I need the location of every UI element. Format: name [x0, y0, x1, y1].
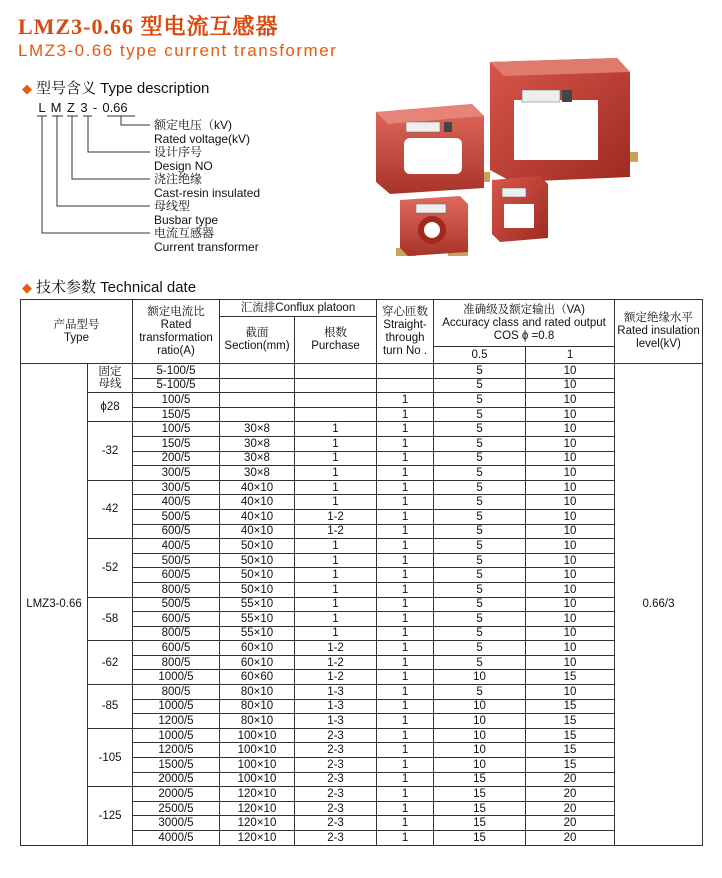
acc05-cell: 10 [434, 758, 526, 773]
ratio-cell: 500/5 [133, 597, 220, 612]
acc05-cell: 5 [434, 407, 526, 422]
section-cell: 80×10 [220, 699, 295, 714]
desc-design-no: 设计序号 Design NO [154, 145, 213, 173]
purchase-cell: 1-2 [295, 524, 377, 539]
purchase-cell: 1 [295, 568, 377, 583]
section-cell: 80×10 [220, 714, 295, 729]
header-insulation: 额定绝缘水平 Rated insulation level(kV) [615, 300, 703, 364]
header-purchase: 根数 Purchase [295, 317, 377, 364]
purchase-cell [295, 407, 377, 422]
section-cell: 40×10 [220, 524, 295, 539]
acc1-cell: 10 [526, 495, 615, 510]
group-label: 固定母线 [88, 364, 133, 393]
section-cell: 60×60 [220, 670, 295, 685]
purchase-cell: 2-3 [295, 787, 377, 802]
purchase-cell: 1 [295, 553, 377, 568]
acc05-cell: 5 [434, 626, 526, 641]
acc1-cell: 10 [526, 553, 615, 568]
purchase-cell: 1 [295, 597, 377, 612]
turn-cell: 1 [377, 466, 434, 481]
desc-cast-resin: 浇注绝缘 Cast-resin insulated [154, 172, 261, 200]
section-cell: 30×8 [220, 466, 295, 481]
purchase-cell: 1-2 [295, 641, 377, 656]
group-label: -58 [88, 597, 133, 641]
acc05-cell: 10 [434, 743, 526, 758]
section-cell: 40×10 [220, 509, 295, 524]
model-cell: LMZ3-0.66 [21, 364, 88, 846]
section-cell: 50×10 [220, 553, 295, 568]
turn-cell: 1 [377, 393, 434, 408]
table-row [21, 422, 703, 437]
type-description-heading: ◆ 型号含义 Type description [22, 80, 210, 97]
section-cell: 30×8 [220, 422, 295, 437]
ratio-cell: 2500/5 [133, 801, 220, 816]
header-accuracy: 准确级及额定输出（VA) Accuracy class and rated output COS ϕ =0.8 [434, 300, 615, 347]
section-cell: 55×10 [220, 597, 295, 612]
acc1-cell: 20 [526, 801, 615, 816]
turn-cell: 1 [377, 801, 434, 816]
purchase-cell: 2-3 [295, 743, 377, 758]
turn-cell: 1 [377, 816, 434, 831]
acc05-cell: 5 [434, 364, 526, 379]
acc05-cell: 15 [434, 787, 526, 802]
group-label: -52 [88, 539, 133, 597]
desc-busbar-type: 母线型 Busbar type [154, 199, 219, 227]
header-acc-05: 0.5 [434, 347, 526, 364]
acc05-cell: 5 [434, 393, 526, 408]
acc05-cell: 5 [434, 451, 526, 466]
turn-cell: 1 [377, 758, 434, 773]
acc1-cell: 10 [526, 655, 615, 670]
acc05-cell: 5 [434, 582, 526, 597]
header-ratio: 额定电流比 Rated transformation ratio(A) [133, 300, 220, 364]
turn-cell [377, 364, 434, 379]
page-title: LMZ3-0.66 型电流互感器 [18, 14, 279, 39]
acc05-cell: 5 [434, 480, 526, 495]
ratio-cell: 1000/5 [133, 699, 220, 714]
ratio-cell: 2000/5 [133, 787, 220, 802]
turn-cell: 1 [377, 641, 434, 656]
header-section: 截面 Section(mm) [220, 317, 295, 364]
purchase-cell: 1 [295, 582, 377, 597]
group-label: -105 [88, 728, 133, 786]
purchase-cell: 1 [295, 451, 377, 466]
acc1-cell: 10 [526, 524, 615, 539]
purchase-cell: 1 [295, 480, 377, 495]
section-cell: 120×10 [220, 801, 295, 816]
acc1-cell: 10 [526, 407, 615, 422]
purchase-cell: 1-2 [295, 509, 377, 524]
section-cell: 50×10 [220, 582, 295, 597]
turn-cell: 1 [377, 699, 434, 714]
acc1-cell: 10 [526, 466, 615, 481]
group-label: -125 [88, 787, 133, 845]
ratio-cell: 500/5 [133, 553, 220, 568]
purchase-cell: 2-3 [295, 728, 377, 743]
acc1-cell: 10 [526, 451, 615, 466]
ratio-cell: 5-100/5 [133, 378, 220, 393]
ratio-cell: 400/5 [133, 539, 220, 554]
table-row [21, 539, 703, 554]
table-row [21, 641, 703, 656]
acc05-cell: 5 [434, 495, 526, 510]
table-row [21, 597, 703, 612]
acc1-cell: 10 [526, 422, 615, 437]
section-cell [220, 364, 295, 379]
turn-cell: 1 [377, 568, 434, 583]
code-char-z: Z [67, 100, 75, 115]
acc05-cell: 10 [434, 699, 526, 714]
acc05-cell: 10 [434, 670, 526, 685]
section-cell: 60×10 [220, 641, 295, 656]
turn-cell: 1 [377, 539, 434, 554]
section-cell: 50×10 [220, 568, 295, 583]
section-cell [220, 378, 295, 393]
ratio-cell: 500/5 [133, 509, 220, 524]
turn-cell: 1 [377, 495, 434, 510]
acc1-cell: 20 [526, 816, 615, 831]
acc05-cell: 15 [434, 772, 526, 787]
section-cell: 55×10 [220, 612, 295, 627]
turn-cell: 1 [377, 582, 434, 597]
acc05-cell: 10 [434, 728, 526, 743]
spec-table-body [21, 364, 703, 846]
turn-cell: 1 [377, 422, 434, 437]
ratio-cell: 300/5 [133, 480, 220, 495]
purchase-cell: 1 [295, 612, 377, 627]
acc05-cell: 5 [434, 436, 526, 451]
acc1-cell: 15 [526, 670, 615, 685]
acc1-cell: 10 [526, 612, 615, 627]
header-type: 产品型号 Type [21, 300, 133, 364]
section-cell: 100×10 [220, 772, 295, 787]
ratio-cell: 3000/5 [133, 816, 220, 831]
acc1-cell: 10 [526, 626, 615, 641]
acc05-cell: 5 [434, 422, 526, 437]
purchase-cell: 1-3 [295, 699, 377, 714]
acc1-cell: 10 [526, 378, 615, 393]
code-char-l: L [38, 100, 46, 115]
acc1-cell: 10 [526, 393, 615, 408]
purchase-cell: 2-3 [295, 758, 377, 773]
ratio-cell: 600/5 [133, 524, 220, 539]
acc05-cell: 5 [434, 597, 526, 612]
purchase-cell: 1 [295, 539, 377, 554]
acc1-cell: 20 [526, 831, 615, 846]
turn-cell: 1 [377, 436, 434, 451]
section-cell: 50×10 [220, 539, 295, 554]
turn-cell: 1 [377, 685, 434, 700]
purchase-cell: 1 [295, 422, 377, 437]
turn-cell: 1 [377, 714, 434, 729]
turn-cell: 1 [377, 670, 434, 685]
purchase-cell [295, 393, 377, 408]
ratio-cell: 800/5 [133, 626, 220, 641]
acc05-cell: 5 [434, 553, 526, 568]
acc05-cell: 5 [434, 655, 526, 670]
section-cell: 120×10 [220, 816, 295, 831]
ratio-cell: 600/5 [133, 641, 220, 656]
purchase-cell: 1 [295, 495, 377, 510]
acc1-cell: 15 [526, 728, 615, 743]
ratio-cell: 2000/5 [133, 772, 220, 787]
diamond-bullet-icon: ◆ [22, 280, 32, 295]
table-row [21, 685, 703, 700]
acc05-cell: 5 [434, 509, 526, 524]
purchase-cell: 2-3 [295, 772, 377, 787]
ratio-cell: 100/5 [133, 422, 220, 437]
purchase-cell: 1-2 [295, 670, 377, 685]
turn-cell: 1 [377, 655, 434, 670]
section-cell: 55×10 [220, 626, 295, 641]
ratio-cell: 5-100/5 [133, 364, 220, 379]
acc05-cell: 5 [434, 524, 526, 539]
purchase-cell: 2-3 [295, 816, 377, 831]
ratio-cell: 300/5 [133, 466, 220, 481]
turn-cell: 1 [377, 743, 434, 758]
header-conflux: 汇流排Conflux platoon [220, 300, 377, 317]
ratio-cell: 1200/5 [133, 743, 220, 758]
turn-cell [377, 378, 434, 393]
group-label: -62 [88, 641, 133, 685]
acc1-cell: 15 [526, 714, 615, 729]
code-char-m: M [50, 100, 62, 115]
ratio-cell: 600/5 [133, 612, 220, 627]
section-cell: 80×10 [220, 685, 295, 700]
ratio-cell: 150/5 [133, 436, 220, 451]
code-char-voltage: 0.66 [102, 100, 128, 115]
acc05-cell: 5 [434, 612, 526, 627]
technical-heading: ◆ 技术参数 Technical date [22, 279, 197, 296]
acc1-cell: 20 [526, 787, 615, 802]
acc05-cell: 5 [434, 466, 526, 481]
table-row [21, 364, 703, 379]
section-cell: 40×10 [220, 480, 295, 495]
ratio-cell: 100/5 [133, 393, 220, 408]
acc05-cell: 5 [434, 378, 526, 393]
acc05-cell: 5 [434, 685, 526, 700]
page-subtitle: LMZ3-0.66 type current transformer [18, 41, 338, 60]
header-turn: 穿心匝数 Straight-through turn No . [377, 300, 434, 364]
acc1-cell: 10 [526, 436, 615, 451]
acc1-cell: 15 [526, 699, 615, 714]
purchase-cell [295, 378, 377, 393]
turn-cell: 1 [377, 787, 434, 802]
acc05-cell: 15 [434, 816, 526, 831]
ratio-cell: 400/5 [133, 495, 220, 510]
spec-table [20, 299, 703, 846]
group-label: -32 [88, 422, 133, 480]
desc-rated-voltage: 额定电压（kV) Rated voltage(kV) [154, 118, 251, 146]
purchase-cell: 1 [295, 626, 377, 641]
turn-cell: 1 [377, 612, 434, 627]
turn-cell: 1 [377, 553, 434, 568]
table-row [21, 393, 703, 408]
purchase-cell: 2-3 [295, 801, 377, 816]
acc05-cell: 5 [434, 641, 526, 656]
section-cell: 100×10 [220, 728, 295, 743]
turn-cell: 1 [377, 626, 434, 641]
section-cell: 120×10 [220, 831, 295, 846]
section-cell [220, 407, 295, 422]
turn-cell: 1 [377, 728, 434, 743]
section-cell: 30×8 [220, 436, 295, 451]
table-row [21, 480, 703, 495]
section-cell [220, 393, 295, 408]
acc1-cell: 10 [526, 509, 615, 524]
diamond-bullet-icon: ◆ [22, 81, 32, 96]
section-cell: 30×8 [220, 451, 295, 466]
turn-cell: 1 [377, 831, 434, 846]
turn-cell: 1 [377, 772, 434, 787]
acc1-cell: 15 [526, 743, 615, 758]
ratio-cell: 4000/5 [133, 831, 220, 846]
table-row [21, 728, 703, 743]
group-label: ϕ28 [88, 393, 133, 422]
section-cell: 100×10 [220, 743, 295, 758]
ratio-cell: 150/5 [133, 407, 220, 422]
turn-cell: 1 [377, 407, 434, 422]
acc05-cell: 15 [434, 831, 526, 846]
product-photo [372, 52, 672, 267]
section-cell: 100×10 [220, 758, 295, 773]
acc1-cell: 10 [526, 597, 615, 612]
section-cell: 120×10 [220, 787, 295, 802]
section-cell: 40×10 [220, 495, 295, 510]
section-cell: 60×10 [220, 655, 295, 670]
acc1-cell: 10 [526, 641, 615, 656]
acc1-cell: 10 [526, 480, 615, 495]
acc1-cell: 10 [526, 568, 615, 583]
acc1-cell: 20 [526, 772, 615, 787]
acc1-cell: 15 [526, 758, 615, 773]
ratio-cell: 800/5 [133, 655, 220, 670]
purchase-cell: 1 [295, 436, 377, 451]
table-row [21, 787, 703, 802]
code-char-3: 3 [80, 100, 88, 115]
header-acc-1: 1 [526, 347, 615, 364]
group-label: -42 [88, 480, 133, 538]
ratio-cell: 800/5 [133, 685, 220, 700]
purchase-cell: 1-3 [295, 685, 377, 700]
ratio-cell: 1000/5 [133, 728, 220, 743]
purchase-cell: 2-3 [295, 831, 377, 846]
purchase-cell [295, 364, 377, 379]
ratio-cell: 1000/5 [133, 670, 220, 685]
group-label: -85 [88, 685, 133, 729]
ratio-cell: 1200/5 [133, 714, 220, 729]
acc1-cell: 10 [526, 582, 615, 597]
desc-current-transformer: 电流互感器 Current transformer [154, 226, 259, 254]
acc1-cell: 10 [526, 364, 615, 379]
acc05-cell: 5 [434, 568, 526, 583]
purchase-cell: 1-2 [295, 655, 377, 670]
insulation-cell: 0.66/3 [615, 364, 703, 846]
turn-cell: 1 [377, 524, 434, 539]
acc05-cell: 10 [434, 714, 526, 729]
code-char-dash: - [92, 100, 98, 115]
purchase-cell: 1-3 [295, 714, 377, 729]
acc05-cell: 15 [434, 801, 526, 816]
turn-cell: 1 [377, 597, 434, 612]
acc1-cell: 10 [526, 685, 615, 700]
turn-cell: 1 [377, 480, 434, 495]
ratio-cell: 200/5 [133, 451, 220, 466]
turn-cell: 1 [377, 509, 434, 524]
purchase-cell: 1 [295, 466, 377, 481]
ratio-cell: 1500/5 [133, 758, 220, 773]
acc05-cell: 5 [434, 539, 526, 554]
acc1-cell: 10 [526, 539, 615, 554]
ratio-cell: 800/5 [133, 582, 220, 597]
turn-cell: 1 [377, 451, 434, 466]
ratio-cell: 600/5 [133, 568, 220, 583]
